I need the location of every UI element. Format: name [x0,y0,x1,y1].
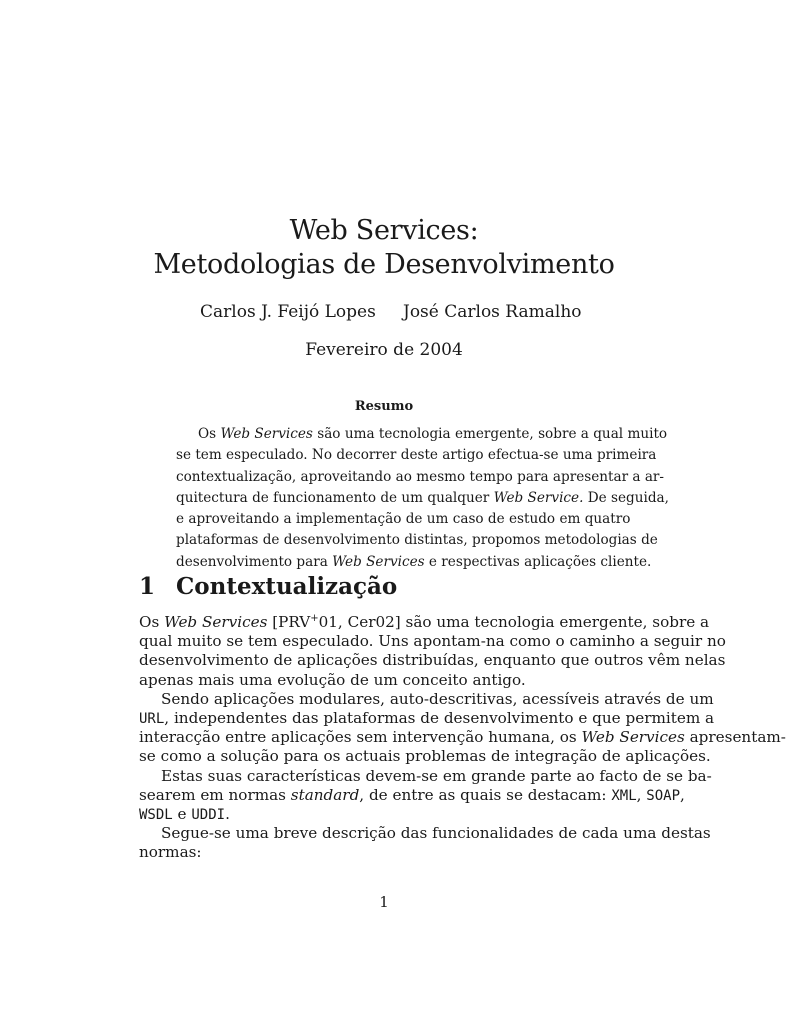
abstract-line: plataformas de desenvolvimento distintas, propomos metodologias de [176,532,658,549]
abstract-line: quitectura de funcionamento de um qualquer Web Service. De seguida, [176,489,669,506]
abstract-line: Os Web Services são uma tecnologia emergente, sobre a qual muito [198,426,668,442]
abstract-line: desenvolvimento para Web Services e respectivas aplicações cliente. [176,553,652,570]
abstract-line: se tem especulado. No decorrer deste artigo efectua-se uma primeira [176,447,657,464]
author-1: Carlos J. Feijó Lopes [200,302,376,322]
body-line: Sendo aplicações modulares, auto-descritivas, acessíveis através de um [161,689,714,708]
body-line: desenvolvimento de aplicações distribuídas, enquanto que outros vêm nelas [139,651,726,670]
body-line: Segue-se uma breve descrição das funcionalidades de cada uma destas [161,824,711,843]
title-line-2: Metodologias de Desenvolvimento [153,249,615,280]
paper-title [0,214,768,282]
body-line: URL, independentes das plataformas de desenvolvimento e que permitem a [139,708,715,727]
body-line: WSDL e UDDI. [139,804,230,823]
body-line: normas: [139,843,202,862]
body-line: Os Web Services [PRV+01, Cer02] são uma tecnologia emergente, sobre a [139,613,710,631]
body-line: qual muito se tem especulado. Uns apontam-na como o caminho a seguir no [139,632,726,651]
section-title: Contextualização [176,573,398,600]
section-body [139,613,786,862]
section-number: 1 [139,573,156,600]
body-line: Estas suas características devem-se em grande parte ao facto de se ba- [161,766,712,785]
author-2: José Carlos Ramalho [403,302,582,322]
body-line: apenas mais uma evolução de um conceito antigo. [139,670,526,689]
title-line-1: Web Services: [289,215,479,246]
abstract-line: contextualização, aproveitando ao mesmo tempo para apresentar a ar- [176,468,665,485]
abstract-line: e aproveitando a implementação de um caso de estudo em quatro [176,511,631,528]
body-line: searem em normas standard, de entre as quais se destacam: XML, SOAP, [139,785,685,804]
abstract-body [176,424,669,573]
body-line: interacção entre aplicações sem intervenção humana, os Web Services apresentam- [139,728,786,747]
abstract-heading: Resumo [354,399,414,414]
page-number: 1 [379,893,389,911]
body-line: se como a solução para os actuais problemas de integração de aplicações. [139,747,711,766]
publication-date: Fevereiro de 2004 [305,340,463,360]
